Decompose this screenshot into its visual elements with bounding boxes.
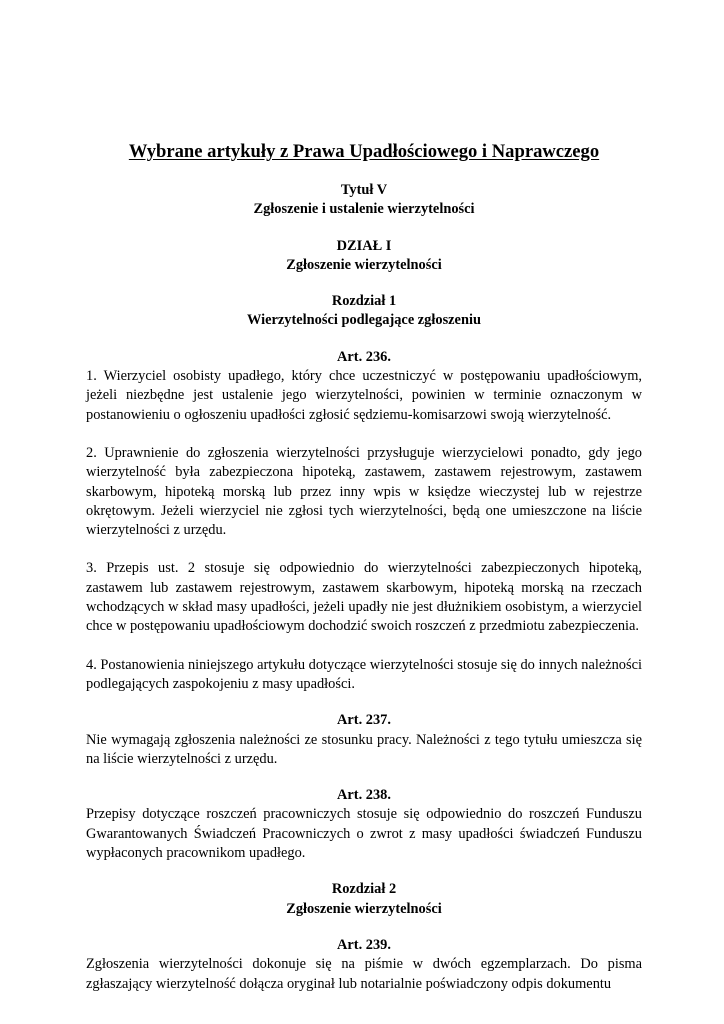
article-237-paragraph-1: Nie wymagają zgłoszenia należności ze stosunku pracy. Należności z tego tytułu umieszcza się na liście wierzytelności z urzędu.: [86, 731, 642, 767]
chapter-2-number: Rozdział 2: [331, 881, 397, 898]
division-number: DZIAŁ I: [336, 237, 392, 254]
chapter-1-number: Rozdział 1: [331, 293, 397, 310]
title-section-number: Tytuł V: [340, 182, 388, 198]
article-236: [86, 348, 642, 694]
article-238-paragraph-1: Przepisy dotyczące roszczeń pracowniczych stosuje się odpowiednio do roszczeń Funduszu Gwarantowanych Świadczeń Pracowniczych o zwrot z masy upadłości świadczeń Funduszu wypłaconych pracownikom upadłego.: [86, 806, 642, 862]
article-238: [86, 786, 642, 863]
document-title: Wybrane artykuły z Prawa Upadłościowego i Naprawczego: [128, 141, 600, 162]
chapter-1-heading: [86, 292, 642, 331]
article-236-paragraph-3: 3. Przepis ust. 2 stosuje się odpowiednio do wierzytelności zabezpieczonych hipoteką, zastawem lub zastawem rejestrowym, zastawem skarbowym, hipoteką morską na rzeczach wchodzących w skład masy upadłości, jeżeli upadły nie jest dłużnikiem osobistym, a wierzyciel chce w postępowaniu upadłościowym dochodzić swoich roszczeń z przedmiotu zabezpieczenia.: [86, 560, 642, 635]
division-heading: [86, 237, 642, 276]
article-239-title: Art. 239.: [337, 936, 391, 953]
article-239: [86, 936, 642, 994]
chapter-2-name: Zgłoszenie wierzytelności: [286, 900, 442, 917]
article-237-title: Art. 237.: [337, 712, 391, 729]
article-238-title: Art. 238.: [337, 787, 391, 804]
chapter-2-heading: [86, 880, 642, 919]
article-236-paragraph-4: 4. Postanowienia niniejszego artykułu dotyczące wierzytelności stosuje się do innych należności podlegających zaspokojeniu z masy upadłości.: [86, 656, 642, 692]
article-237: [86, 711, 642, 769]
title-section-heading: [86, 181, 642, 220]
division-name: Zgłoszenie wierzytelności: [286, 256, 442, 273]
document-page: [86, 140, 642, 994]
article-236-paragraph-1: 1. Wierzyciel osobisty upadłego, który chce uczestniczyć w postępowaniu upadłościowym, jeżeli niezbędne jest ustalenie jego wierzytelności, powinien w terminie oznaczonym w postanowieniu o ogłoszeniu upadłości zgłosić sędziemu-komisarzowi swoją wierzytelność.: [86, 368, 642, 423]
chapter-1-name: Wierzytelności podlegające zgłoszeniu: [247, 312, 481, 329]
title-section-name: Zgłoszenie i ustalenie wierzytelności: [253, 201, 475, 218]
article-239-paragraph-1: Zgłoszenia wierzytelności dokonuje się na piśmie w dwóch egzemplarzach. Do pisma zgłaszający wierzytelność dołącza oryginał lub notarialnie poświadczony odpis dokumentu: [86, 956, 642, 992]
article-236-title: Art. 236.: [337, 348, 391, 365]
article-236-paragraph-2: 2. Uprawnienie do zgłoszenia wierzytelności przysługuje wierzycielowi ponadto, gdy jego wierzytelność była zabezpieczona hipoteką, zastawem, zastawem rejestrowym, zastawem skarbowym, hipoteką morską lub przez inny wpis w księdze wieczystej lub w rejestrze okrętowym. Jeżeli wierzyciel nie zgłosi tych wierzytelności, będą one umieszczone na liście wierzytelności z urzędu.: [86, 444, 642, 539]
